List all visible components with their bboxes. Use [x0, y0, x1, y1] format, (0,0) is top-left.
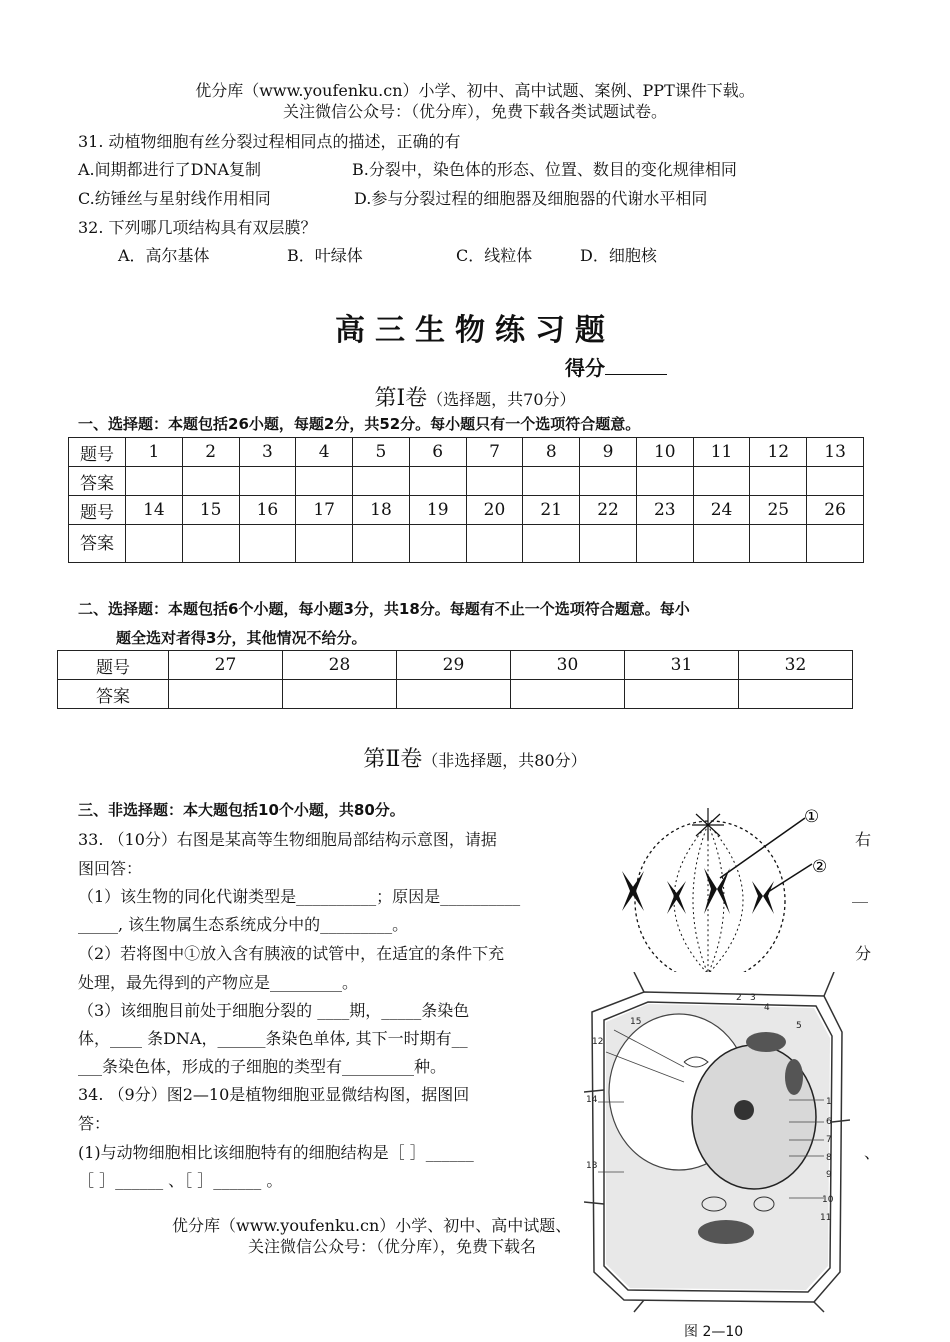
- question-number: 26: [807, 496, 864, 525]
- q33-line-5: （2）若将图中①放入含有胰液的试管中，在适宜的条件下充: [78, 944, 505, 963]
- question-number: 1: [126, 438, 183, 467]
- answer-cell[interactable]: [239, 525, 296, 563]
- part2-title: 第Ⅱ卷: [363, 747, 423, 772]
- table2-answer-row: [58, 680, 853, 709]
- question-number: 30: [511, 651, 625, 680]
- q34-line-1: 34. （9分）图2—10是植物细胞亚显微结构图，据图回: [78, 1085, 470, 1104]
- chromosomes: [622, 868, 774, 914]
- answer-cell[interactable]: [466, 467, 523, 496]
- answer-cell[interactable]: [739, 680, 853, 709]
- question-number: 28: [283, 651, 397, 680]
- row-label: 答案: [58, 680, 169, 709]
- figure1-label-1: ①: [804, 807, 820, 827]
- question-number: 20: [466, 496, 523, 525]
- section3-heading: 三、非选择题：本大题包括10个小题，共80分。: [78, 801, 405, 819]
- answer-cell[interactable]: [169, 680, 283, 709]
- row-label: 题号: [69, 496, 126, 525]
- header-line-1: 优分库（www.youfenku.cn）小学、初中、高中试题、案例、PPT课件下载。: [195, 81, 755, 100]
- figure2-caption: 图 2—10: [684, 1324, 744, 1340]
- section2-heading-line-2: 题全选对者得3分，其他情况不给分。: [116, 629, 367, 647]
- answer-cell[interactable]: [750, 525, 807, 563]
- answer-cell[interactable]: [523, 525, 580, 563]
- q33-line-1: 33. （10分）右图是某高等生物细胞局部结构示意图，请据: [78, 830, 497, 849]
- row-label: 答案: [69, 525, 126, 563]
- question-number: 17: [296, 496, 353, 525]
- question-number: 16: [239, 496, 296, 525]
- section1-heading: 一、选择题：本题包括26小题，每题2分，共52分。每小题只有一个选项符合题意。: [78, 415, 641, 433]
- q34-line-3: (1)与动物细胞相比该细胞特有的细胞结构是［ ］______: [78, 1143, 474, 1162]
- answer-cell[interactable]: [466, 525, 523, 563]
- answer-cell[interactable]: [353, 467, 410, 496]
- answer-cell[interactable]: [580, 467, 637, 496]
- q33-line-6: 处理，最先得到的产物应是_________。: [78, 973, 359, 992]
- answer-cell[interactable]: [182, 525, 239, 563]
- answer-cell[interactable]: [296, 467, 353, 496]
- answer-cell[interactable]: [296, 525, 353, 563]
- footer-line-2: 关注微信公众号：（优分库），免费下载名: [248, 1237, 537, 1256]
- q33-line-3-end: __: [852, 884, 868, 903]
- fig2-label: 7: [826, 1135, 832, 1145]
- question-number: 13: [807, 438, 864, 467]
- fig2-label: 15: [630, 1017, 642, 1027]
- table1-num-row-2: [69, 496, 864, 525]
- question-number: 14: [126, 496, 183, 525]
- q32-option-b: B．叶绿体: [287, 246, 363, 265]
- answer-cell[interactable]: [750, 467, 807, 496]
- footer-line-1: 优分库（www.youfenku.cn）小学、初中、高中试题、: [172, 1216, 572, 1235]
- question-number: 9: [580, 438, 637, 467]
- score-field: [565, 352, 667, 381]
- part2-note: （非选择题，共80分）: [422, 751, 587, 770]
- question-number: 6: [409, 438, 466, 467]
- question-number: 27: [169, 651, 283, 680]
- answer-cell[interactable]: [353, 525, 410, 563]
- answer-cell[interactable]: [126, 525, 183, 563]
- question-number: 18: [353, 496, 410, 525]
- question-number: 19: [409, 496, 466, 525]
- question-number: 24: [693, 496, 750, 525]
- q32-option-a: A．高尔基体: [118, 246, 210, 265]
- question-number: 3: [239, 438, 296, 467]
- part1-heading: [0, 381, 950, 412]
- answer-cell[interactable]: [182, 467, 239, 496]
- table1-answer-row-1: [69, 467, 864, 496]
- question-number: 25: [750, 496, 807, 525]
- question-number: 15: [182, 496, 239, 525]
- q33-line-5-end: 分: [855, 944, 872, 963]
- question-number: 12: [750, 438, 807, 467]
- answer-cell[interactable]: [511, 680, 625, 709]
- answer-table-2: [57, 650, 853, 709]
- q32-stem: 32. 下列哪几项结构具有双层膜？: [78, 218, 317, 237]
- q33-line-1-end: 右: [855, 830, 872, 849]
- cell-division-figure: [600, 796, 850, 972]
- fig2-label: 12: [592, 1037, 604, 1047]
- answer-cell[interactable]: [807, 525, 864, 563]
- q31-stem: 31. 动植物细胞有丝分裂过程相同点的描述，正确的有: [78, 132, 461, 151]
- page-title: 高三生物练习题: [335, 313, 615, 348]
- answer-cell[interactable]: [283, 680, 397, 709]
- section2-heading-line-1: 二、选择题：本题包括6个小题，每小题3分，共18分。每题有不止一个选项符合题意。每小: [78, 600, 690, 618]
- fig2-label: 9: [826, 1170, 832, 1180]
- answer-table-1: [68, 437, 864, 563]
- row-label: 题号: [58, 651, 169, 680]
- q34-line-2: 答：: [78, 1114, 111, 1133]
- q31-option-b: B.分裂中，染色体的形态、位置、数目的变化规律相同: [352, 160, 737, 179]
- question-number: 7: [466, 438, 523, 467]
- q34-line-4: ［ ］______ 、［ ］______ 。: [78, 1171, 283, 1190]
- q34-line-3-end: 、: [864, 1143, 881, 1162]
- row-label: 答案: [69, 467, 126, 496]
- part1-note: （选择题，共70分）: [427, 390, 576, 409]
- answer-cell[interactable]: [523, 467, 580, 496]
- fig2-label: 1: [826, 1097, 832, 1107]
- part1-title: 第Ⅰ卷: [374, 386, 428, 411]
- question-number: 32: [739, 651, 853, 680]
- answer-cell[interactable]: [636, 467, 693, 496]
- question-number: 4: [296, 438, 353, 467]
- plant-cell-figure: [584, 972, 850, 1342]
- answer-cell[interactable]: [397, 680, 511, 709]
- fig2-label: 3: [750, 993, 756, 1003]
- question-number: 22: [580, 496, 637, 525]
- table1-num-row-1: [69, 438, 864, 467]
- table1-answer-row-2: [69, 525, 864, 563]
- fig2-label: 14: [586, 1095, 598, 1105]
- fig2-label: 10: [822, 1195, 834, 1205]
- answer-cell[interactable]: [625, 680, 739, 709]
- q32-option-d: D．细胞核: [580, 246, 657, 265]
- q33-line-8: 体，____ 条DNA，______条染色单体, 其下一时期有__: [78, 1029, 468, 1048]
- question-number: 21: [523, 496, 580, 525]
- q33-line-4: _____, 该生物属生态系统成分中的_________。: [78, 915, 409, 934]
- answer-cell[interactable]: [409, 525, 466, 563]
- header-line-2: 关注微信公众号：（优分库），免费下载各类试题试卷。: [282, 102, 667, 121]
- fig2-label: 2: [736, 993, 742, 1003]
- answer-cell[interactable]: [239, 467, 296, 496]
- answer-cell[interactable]: [693, 467, 750, 496]
- answer-cell[interactable]: [580, 525, 637, 563]
- fig2-label: 6: [826, 1117, 832, 1127]
- question-number: 23: [636, 496, 693, 525]
- fig2-label: 8: [826, 1153, 832, 1163]
- fig2-label: 13: [586, 1161, 598, 1171]
- answer-cell[interactable]: [636, 525, 693, 563]
- question-number: 29: [397, 651, 511, 680]
- question-number: 11: [693, 438, 750, 467]
- centriole-icon: [692, 808, 724, 840]
- fig2-label: 11: [820, 1213, 832, 1223]
- q33-line-2: 图回答：: [78, 859, 143, 878]
- q31-option-d: D.参与分裂过程的细胞器及细胞器的代谢水平相同: [354, 189, 708, 208]
- q33-line-9: ___条染色体，形成的子细胞的类型有_________种。: [78, 1057, 447, 1076]
- question-number: 10: [636, 438, 693, 467]
- question-number: 8: [523, 438, 580, 467]
- q31-option-c: C.纺锤丝与星射线作用相同: [78, 189, 271, 208]
- q31-option-a: A.间期都进行了DNA复制: [78, 160, 262, 179]
- answer-cell[interactable]: [126, 467, 183, 496]
- table2-num-row: [58, 651, 853, 680]
- question-number: 2: [182, 438, 239, 467]
- q33-line-3: （1）该生物的同化代谢类型是__________；原因是__________: [78, 887, 521, 906]
- part2-heading: [0, 742, 950, 773]
- answer-cell[interactable]: [807, 467, 864, 496]
- answer-cell[interactable]: [409, 467, 466, 496]
- question-number: 31: [625, 651, 739, 680]
- q32-option-c: C．线粒体: [456, 246, 533, 265]
- answer-cell[interactable]: [693, 525, 750, 563]
- score-label: 得分: [565, 356, 605, 380]
- question-number: 5: [353, 438, 410, 467]
- row-label: 题号: [69, 438, 126, 467]
- figure1-label-2: ②: [812, 857, 828, 877]
- fig2-label: 5: [796, 1021, 802, 1031]
- fig2-label: 4: [764, 1003, 770, 1013]
- q33-line-7: （3）该细胞目前处于细胞分裂的 ____期，_____条染色: [78, 1001, 470, 1020]
